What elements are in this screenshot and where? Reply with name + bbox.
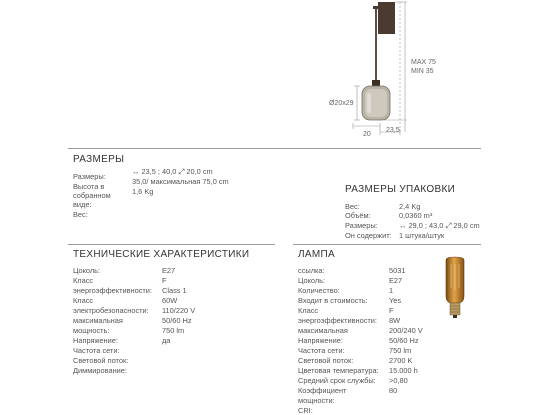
lamp-label: Цветовая температура: — [298, 366, 379, 375]
tech-label: Класс — [73, 276, 94, 285]
lamp-label: Напряжение: — [298, 336, 343, 345]
glass-size-label: Ø20x29 — [329, 100, 354, 107]
packaging-label: Объём: — [345, 211, 371, 220]
tech-label: максимальная — [73, 316, 123, 325]
lamp-value: E27 — [389, 276, 403, 285]
tech-value: F — [162, 276, 167, 285]
lamp-value: 200/240 V — [389, 326, 423, 335]
divider-tech — [68, 244, 275, 245]
tech-label: Класс — [73, 296, 94, 305]
wall-plate — [378, 2, 395, 34]
dimensions-label-height-1: Высота в — [73, 182, 105, 191]
dimensions-value-height: 35,0/ максимальная 75,0 cm — [132, 177, 229, 186]
lamp-label: Цоколь: — [298, 276, 326, 285]
lamp-value: 80 — [389, 386, 398, 395]
lamp-label: Количество: — [298, 286, 340, 295]
lamp-value: 8W — [389, 316, 401, 325]
tech-title: ТЕХНИЧЕСКИЕ ХАРАКТЕРИСТИКИ — [73, 249, 250, 260]
tech-label: Цоколь: — [73, 266, 101, 275]
tech-value: 50/60 Hz — [162, 316, 192, 325]
dimensions-title: РАЗМЕРЫ — [73, 154, 125, 165]
lamp-value: >0,80 — [389, 376, 408, 385]
packaging-label: Размеры: — [345, 221, 378, 230]
min-height-label: MIN 35 — [411, 68, 434, 75]
dimensions-value-size: ↔ 23,5 ; 40,0 ⤢ 20,0 cm — [132, 167, 213, 176]
lamp-label: CRI: — [298, 406, 313, 415]
packaging-label: Он содержит: — [345, 231, 392, 240]
lamp-value: Yes — [389, 296, 402, 305]
lamp-label: Коэффициент — [298, 386, 347, 395]
tech-label: электробезопасности: — [73, 306, 149, 315]
dimensions-label-weight: Вес: — [73, 210, 88, 219]
tech-value: E27 — [162, 266, 176, 275]
lamp-value: 750 lm — [389, 346, 412, 355]
packaging-label: Вес: — [345, 202, 360, 211]
tech-label: Напряжение: — [73, 336, 118, 345]
max-height-label: MAX 75 — [411, 59, 436, 66]
divider-top — [68, 148, 481, 149]
tech-value: Class 1 — [162, 286, 187, 295]
lamp-value: 5031 — [389, 266, 406, 275]
lamp-label: Входит в стоимость: — [298, 296, 368, 305]
lamp-value: 50/60 Hz — [389, 336, 419, 345]
tech-value: 110/220 V — [162, 306, 196, 315]
tech-label: мощность: — [73, 326, 110, 335]
lamp-value: 15.000 h — [389, 366, 418, 375]
lamp-value: 2700 K — [389, 356, 413, 365]
dimensions-label-height-3: виде: — [73, 200, 92, 209]
lamp-cap — [372, 80, 380, 86]
tech-label: энергоэффективности: — [73, 286, 152, 295]
packaging-value: 1 штука/штук — [399, 231, 445, 240]
tech-value: да — [162, 336, 171, 345]
divider-lamp — [293, 244, 481, 245]
lamp-label: энергоэффективности: — [298, 316, 377, 325]
lamp-arm — [373, 6, 379, 9]
tech-label: Частота сети: — [73, 346, 120, 355]
packaging-value: 0,0360 m³ — [399, 211, 433, 220]
dimensions-label-size: Размеры: — [73, 172, 106, 181]
lamp-value: 1 — [389, 286, 394, 295]
lamp-label: Средний срок службы: — [298, 376, 376, 385]
tech-label: Световой поток: — [73, 356, 129, 365]
lamp-label: Световой поток: — [298, 356, 354, 365]
dimensions-label-height-2: собранном — [73, 191, 111, 200]
lamp-label: Класс — [298, 306, 319, 315]
tech-value: 750 lm — [162, 326, 185, 335]
tech-label: Диммирование: — [73, 366, 127, 375]
bulb-image — [440, 256, 470, 318]
lamp-label: ссылка: — [298, 266, 325, 275]
width-label-b: 23,5 — [386, 127, 400, 134]
dimensions-value-weight: 1,6 Kg — [132, 187, 154, 196]
tech-value: 60W — [162, 296, 178, 305]
lamp-label: мощности: — [298, 396, 335, 405]
packaging-value: 2,4 Kg — [399, 202, 421, 211]
lamp-label: Частота сети: — [298, 346, 345, 355]
lamp-label: максимальная — [298, 326, 348, 335]
lamp-value: F — [389, 306, 394, 315]
lamp-technical-drawing — [320, 0, 550, 140]
lamp-title: ЛАМПА — [298, 249, 335, 260]
width-label-a: 20 — [363, 131, 371, 138]
packaging-title: РАЗМЕРЫ УПАКОВКИ — [345, 184, 456, 195]
packaging-value: ↔ 29,0 ; 43,0 ⤢ 29,0 cm — [399, 221, 480, 230]
